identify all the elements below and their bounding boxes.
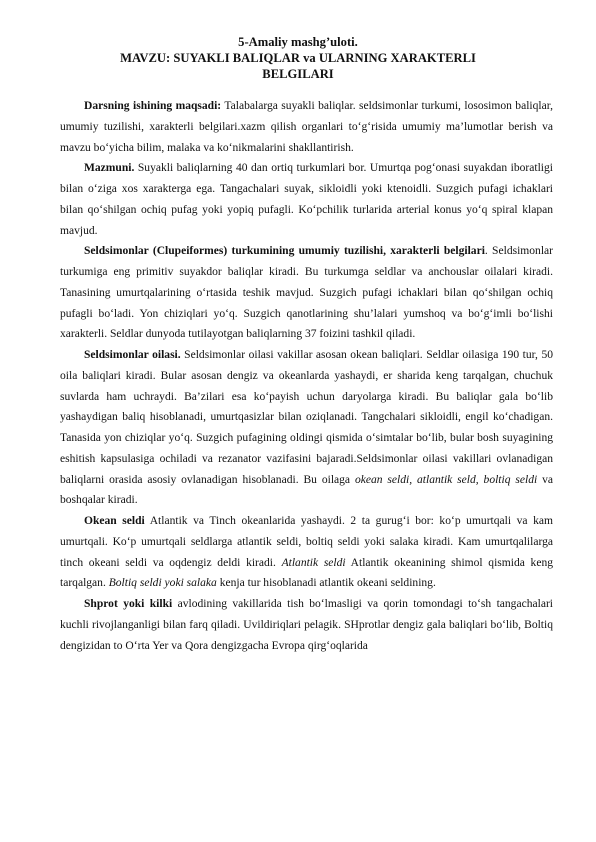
content-label: Mazmuni.: [84, 162, 135, 175]
document-body: [60, 96, 553, 656]
clupeidae-text-end: va boshqalar kiradi.: [60, 473, 553, 507]
clupeidae-text: Seldsimonlar oilasi vakillar asosan okean baliqlari. Seldlar oilasiga 190 tur, 50 oila baliqlari kiradi. Bular asosan dengiz va okeanlarda yashaydi, er sharida keng tarqalgan, chuchuk suvlarda ham uchraydi. Ba’zilari esa ko‘payish uchun daryolarga kiradi. Bu baliqlar gala bo‘lib yashaydigan baliq hisoblanadi, umurtqasizlar bilan oziqlanadi. Tangchalari sikloidli, engil ko‘chadigan. Tanasida yon chiziqlar yo‘q. Suzgich pufagining oldingi qismida o‘simtalar bo‘lib, bular bosh suyagining eshitish kapsulasiga ochiladi va rezanator vazifasini bajaradi.Seldsimonlar oilasi vakillari ovlanadigan baliqlarni orasida asosiy ovlanadigan hisoblanadi. Bu oilaga: [60, 349, 553, 486]
ocean-herring-text: Atlantik va Tinch okeanlarida yashaydi. 2 ta gurug‘i bor: ko‘p umurtqali va kam umurtqali. Ko‘p umurtqali seldlarga atlantik seldi, boltiq seldi yoki salaka kiradi. Kam umurtqalilarga tinch okeani seldi va oqdengiz deldi kiradi.: [60, 515, 553, 569]
paragraph-clupeiformes: [60, 241, 553, 345]
paragraph-content: [60, 158, 553, 241]
clupeidae-heading: Seldsimonlar oilasi.: [84, 349, 181, 361]
content-text: Suyakli baliqlarning 40 dan ortiq turkumlari bor. Umurtqa pog‘onasi suyakdan iboratligi bilan o‘ziga xos xarakterga ega. Tangachalari suyak, sikloidli yoki ktenoidli. Suzgich pufagi ichaklari bilan qo‘shilgan ochiq pufag yoki yopiq pufagli. Ko‘pchilik turlarida arterial konus yo‘q spiral klapan mavjud.: [60, 162, 553, 237]
lesson-number-title: 5-Amaliy mashg’uloti.: [238, 35, 358, 49]
paragraph-clupeidae-family: [60, 345, 553, 511]
clupeidae-species-list: okean seldi, atlantik seld, boltiq seldi: [354, 473, 538, 486]
paragraph-objective: [60, 96, 553, 158]
baltic-herring-term: Boltiq seldi yoki salaka: [108, 577, 217, 590]
topic-title-continued: BELGILARI: [262, 67, 334, 81]
atlantic-herring-term: Atlantik seldi: [281, 556, 346, 569]
sprat-text: avlodining vakillarida tish bo‘lmasligi va qorin tomondagi to‘sh tangachalari kuchli rivojlanganligi bilan farq qiladi. Uvildiriqlari pelagik. SHprotlar dengiz gala baliqlari bo‘lib, Boltiq dengizidan to O‘rta Yer va Qora dengizgacha Evropa qirg‘oqlarida: [60, 598, 553, 652]
clupeiformes-text: . Seldsimonlar turkumiga eng primitiv suyakdor baliqlar kiradi. Bu turkumga seldlar va anchouslar oilalari kiradi. Tanasining umurtqalarining o‘rtasida teshik mavjud. Suzgich pufagi ichaklari bilan qo‘shilgan ochiq pufagli bo‘ladi. Yon chiziqlari yo‘q. Suzgich qanotlarining shu’lalari yumshoq va bo‘g‘imli bo‘lishi xarakterli. Seldlar dunyoda tutilayotgan baliqlarning 37 foizini tashkil qiladi.: [60, 245, 553, 341]
objective-label: Darsning ishining maqsadi:: [84, 100, 222, 112]
topic-title: MAVZU: SUYAKLI BALIQLAR va ULARNING XARAKTERLI: [120, 51, 476, 65]
clupeiformes-heading: Seldsimonlar (Clupeiformes) turkumining umumiy tuzilishi, xarakterli belgilari: [84, 245, 485, 258]
paragraph-sprat: [60, 594, 553, 656]
objective-text: Talabalarga suyakli baliqlar. seldsimonlar turkumi, lososimon baliqlar, umumiy tuzilishi, xarakterli belgilari.xazm qilish organlari to‘g‘risida umumiy ma’lumotlar berish va mavzu bo‘yicha bilim, malaka va ko‘nikmalarini shakllantirish.: [60, 100, 553, 154]
sprat-heading: Shprot yoki kilki: [84, 598, 173, 610]
ocean-herring-text-end: kenja tur hisoblanadi atlantik okeani seldining.: [216, 577, 436, 590]
ocean-herring-heading: Okean seldi: [84, 515, 145, 527]
paragraph-ocean-herring: [60, 511, 553, 594]
ocean-herring-text-mid: Atlantik okeanining shimol qismida keng tarqalgan.: [60, 556, 553, 590]
